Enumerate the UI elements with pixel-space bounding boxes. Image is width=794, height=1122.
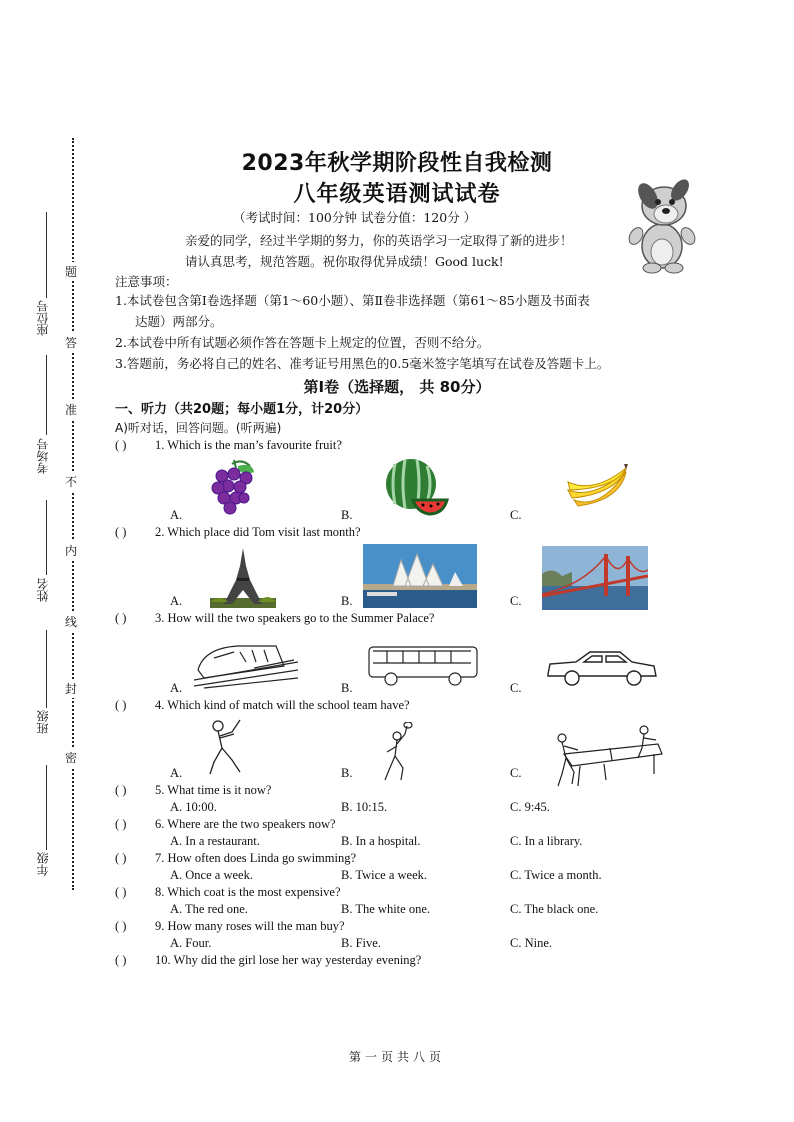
question-1: ( ) 1. Which is the man’s favourite fruit? xyxy=(115,438,342,452)
option-c[interactable]: C. xyxy=(510,508,522,522)
option-b[interactable]: B. Twice a week. xyxy=(341,868,428,882)
baseball-player-icon xyxy=(200,716,246,778)
greeting-line-1: 亲爱的同学，经过半学期的努力，你的英语学习一定取得了新的进步！ xyxy=(185,233,573,248)
section-title: 第Ⅰ卷（选择题， 共 80分） xyxy=(303,378,491,396)
question-6: ( ) 6. Where are the two speakers now? xyxy=(115,817,336,831)
class-line[interactable] xyxy=(46,630,47,708)
part-heading: 一、听力（共20题；每小题1分，计20分） xyxy=(115,402,369,417)
answer-blank[interactable]: ( ) xyxy=(115,919,127,933)
exam-subtitle: 八年级英语测试试卷 xyxy=(293,182,501,207)
name-line[interactable] xyxy=(46,500,47,575)
binding-dotted-line xyxy=(72,138,74,890)
option-b[interactable]: B. xyxy=(341,766,353,780)
note-1: 1.本试卷包含第Ⅰ卷选择题（第1～60小题）、第Ⅱ卷非选择题（第61～85小题及书面表 xyxy=(115,293,590,308)
binding-char: 密 xyxy=(65,748,77,767)
answer-blank[interactable]: ( ) xyxy=(115,851,127,865)
option-a[interactable]: A. Once a week. xyxy=(170,868,253,882)
option-c[interactable]: C. The black one. xyxy=(510,902,599,916)
notes-heading: 注意事项： xyxy=(115,274,178,289)
table-tennis-icon xyxy=(544,724,668,790)
answer-blank[interactable]: ( ) xyxy=(115,611,127,625)
answer-blank[interactable]: ( ) xyxy=(115,525,127,539)
option-a[interactable]: A. In a restaurant. xyxy=(170,834,260,848)
option-a[interactable]: A. xyxy=(170,594,183,608)
answer-blank[interactable]: ( ) xyxy=(115,953,127,967)
answer-blank[interactable]: ( ) xyxy=(115,438,127,452)
badminton-player-icon xyxy=(375,722,417,784)
watermelon-icon xyxy=(383,456,449,516)
option-a[interactable]: A. xyxy=(170,508,183,522)
banana-icon xyxy=(564,460,632,510)
binding-char: 封 xyxy=(65,679,77,698)
option-b[interactable]: B. Five. xyxy=(341,936,381,950)
room-number-label: 考场号 xyxy=(36,438,50,474)
question-9: ( ) 9. How many roses will the man buy? xyxy=(115,919,345,933)
binding-char: 线 xyxy=(65,612,77,631)
binding-char: 准 xyxy=(65,400,77,419)
question-2: ( ) 2. Which place did Tom visit last month? xyxy=(115,525,361,539)
option-a[interactable]: A. Four. xyxy=(170,936,212,950)
question-10: ( ) 10. Why did the girl lose her way yesterday evening? xyxy=(115,953,422,967)
option-c[interactable]: C. Twice a month. xyxy=(510,868,602,882)
question-5: ( ) 5. What time is it now? xyxy=(115,783,272,797)
note-3: 3.答题前，务必将自己的姓名、准考证号用黑色的0.5毫米签字笔填写在试卷及答题卡上。 xyxy=(115,356,610,371)
option-b[interactable]: B. The white one. xyxy=(341,902,430,916)
dog-mascot-icon xyxy=(622,178,700,276)
option-b[interactable]: B. xyxy=(341,681,353,695)
binding-char: 不 xyxy=(65,472,77,491)
part-a-instruction: A)听对话，回答问题。(听两遍) xyxy=(115,421,282,435)
golden-gate-bridge-icon xyxy=(542,546,648,610)
answer-blank[interactable]: ( ) xyxy=(115,783,127,797)
greeting-line-2: 请认真思考，规范答题。祝你取得优异成绩！Good luck! xyxy=(185,254,504,269)
binding-char: 题 xyxy=(65,262,77,281)
option-c[interactable]: C. xyxy=(510,594,522,608)
option-b[interactable]: B. 10:15. xyxy=(341,800,388,814)
option-c[interactable]: C. 9:45. xyxy=(510,800,550,814)
class-label: 班级 xyxy=(36,710,50,734)
grade-line[interactable] xyxy=(46,765,47,850)
eiffel-tower-icon xyxy=(210,546,276,608)
sydney-opera-house-icon xyxy=(363,544,477,608)
seat-number-line[interactable] xyxy=(46,212,47,298)
car-icon xyxy=(546,648,658,688)
train-icon xyxy=(194,640,298,690)
option-c[interactable]: C. xyxy=(510,766,522,780)
option-b[interactable]: B. In a hospital. xyxy=(341,834,421,848)
option-a[interactable]: A. xyxy=(170,766,183,780)
question-3: ( ) 3. How will the two speakers go to the Summer Palace? xyxy=(115,611,435,625)
grade-label: 年级 xyxy=(36,852,50,876)
option-a[interactable]: A. xyxy=(170,681,183,695)
question-4: ( ) 4. Which kind of match will the school team have? xyxy=(115,698,410,712)
option-c[interactable]: C. In a library. xyxy=(510,834,583,848)
answer-blank[interactable]: ( ) xyxy=(115,817,127,831)
option-c[interactable]: C. xyxy=(510,681,522,695)
binding-char: 内 xyxy=(65,541,77,560)
grapes-icon xyxy=(208,456,260,518)
seat-number-label: 座位号 xyxy=(36,300,50,336)
question-8: ( ) 8. Which coat is the most expensive? xyxy=(115,885,341,899)
option-a[interactable]: A. The red one. xyxy=(170,902,248,916)
option-b[interactable]: B. xyxy=(341,594,353,608)
answer-blank[interactable]: ( ) xyxy=(115,885,127,899)
bus-icon xyxy=(367,643,481,687)
option-c[interactable]: C. Nine. xyxy=(510,936,553,950)
page-footer: 第一页共八页 xyxy=(348,1050,445,1064)
answer-blank[interactable]: ( ) xyxy=(115,698,127,712)
question-7: ( ) 7. How often does Linda go swimming? xyxy=(115,851,357,865)
note-2: 2.本试卷中所有试题必须作答在答题卡上规定的位置，否则不给分。 xyxy=(115,335,490,350)
exam-info: （考试时间：100分钟 试卷分值：120分 ） xyxy=(233,210,477,225)
exam-title: 2023年秋学期阶段性自我检测 xyxy=(241,151,553,176)
note-1-cont: 达题）两部分。 xyxy=(135,314,223,329)
name-label: 姓名 xyxy=(36,578,50,602)
option-a[interactable]: A. 10:00. xyxy=(170,800,217,814)
option-b[interactable]: B. xyxy=(341,508,353,522)
binding-char: 答 xyxy=(65,333,77,352)
